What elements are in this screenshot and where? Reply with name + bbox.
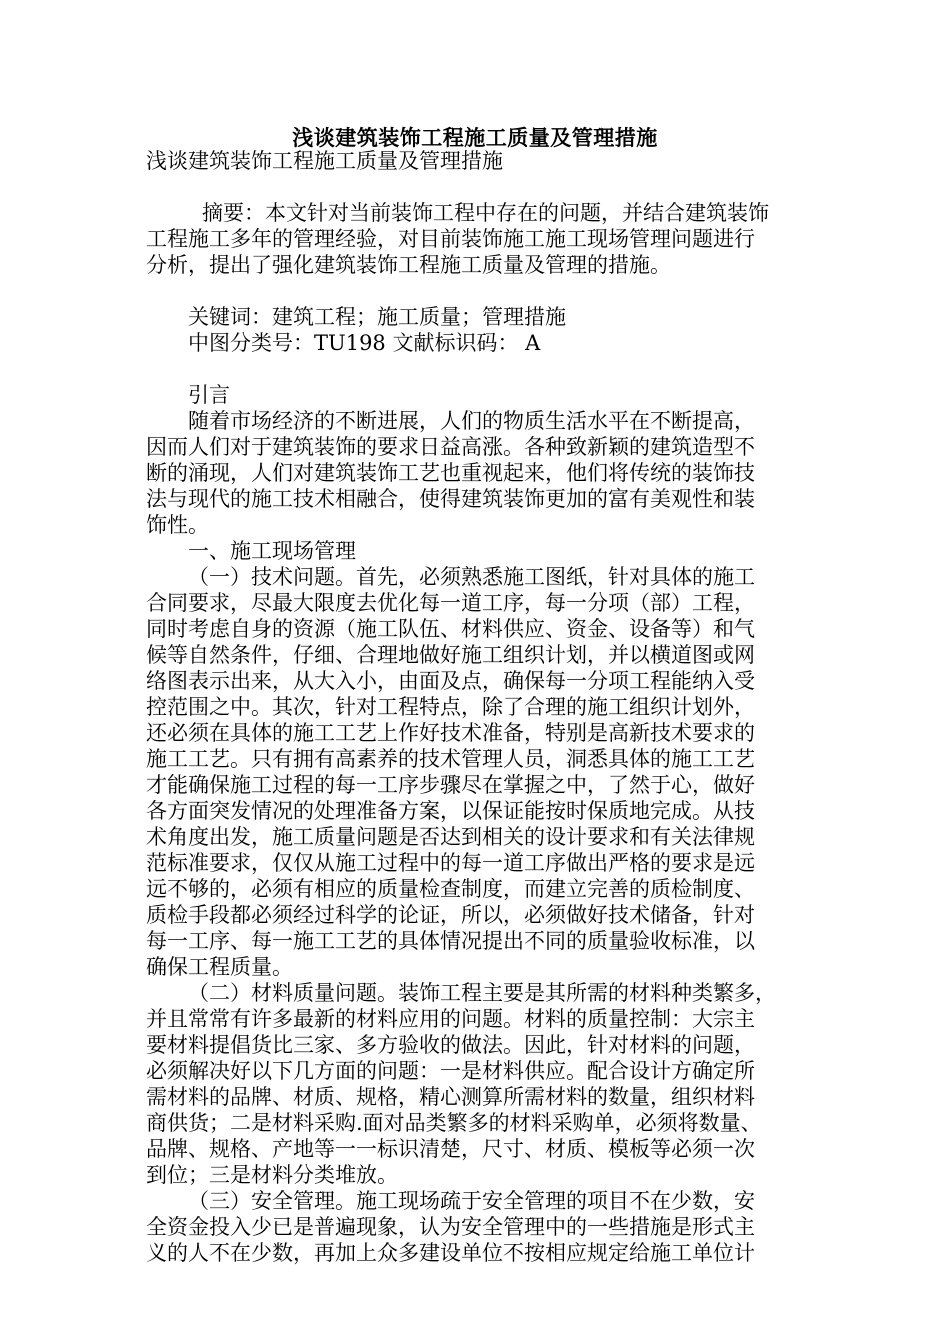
text-line: 断的涌现，人们对建筑装饰工艺也重视起来，他们将传统的装饰技 [146, 461, 755, 485]
text-line: （三）安全管理。施工现场疏于安全管理的项目不在少数，安 [188, 1189, 755, 1213]
blank-line [146, 278, 806, 304]
text-line: （二）材料质量问题。装饰工程主要是其所需的材料种类繁多， [188, 981, 776, 1005]
text-line: 才能确保施工过程的每一工序步骤尽在掌握之中，了然于心，做好 [146, 773, 755, 797]
text-line: 要材料提倡货比三家、多方验收的做法。因此，针对材料的问题， [146, 1033, 755, 1057]
text-line: 摘要：本文针对当前装饰工程中存在的问题，并结合建筑装饰 [202, 201, 769, 225]
text-line: 合同要求，尽最大限度去优化每一道工序，每一分项（部）工程， [146, 591, 755, 615]
text-line: 控范围之中。其次，针对工程特点，除了合理的施工组织计划外， [146, 695, 755, 719]
text-line: 还必须在具体的施工工艺上作好技术准备，特别是高新技术要求的 [146, 721, 755, 745]
text-line: 品牌、规格、产地等一一标识清楚，尺寸、材质、模板等必须一次 [146, 1137, 755, 1161]
blank-line [146, 174, 806, 200]
text-line: 全资金投入少已是普遍现象，认为安全管理中的一些措施是形式主 [146, 1215, 755, 1239]
text-line: 候等自然条件，仔细、合理地做好施工组织计划，并以横道图或网 [146, 643, 755, 667]
text-line: 术角度出发，施工质量问题是否达到相关的设计要求和有关法律规 [146, 825, 755, 849]
text-line: 每一工序、每一施工工艺的具体情况提出不同的质量验收标准，以 [146, 929, 755, 953]
text-line: 确保工程质量。 [146, 955, 293, 979]
text-line: 商供货；二是材料采购.面对品类繁多的材料采购单，必须将数量、 [146, 1111, 762, 1135]
blank-line [146, 356, 806, 382]
text-line: 一、施工现场管理 [188, 539, 356, 563]
text-line: 浅谈建筑装饰工程施工质量及管理措施 [146, 149, 503, 173]
text-line: 义的人不在少数，再加上众多建设单位不按相应规定给施工单位计 [146, 1241, 755, 1265]
text-line: 法与现代的施工技术相融合，使得建筑装饰更加的富有美观性和装 [146, 487, 755, 511]
text-line: 饰性。 [146, 513, 209, 537]
text-line: 分析，提出了强化建筑装饰工程施工质量及管理的措施。 [146, 253, 671, 277]
text-line: （一）技术问题。首先，必须熟悉施工图纸，针对具体的施工 [188, 565, 755, 589]
text-line: 并且常常有许多最新的材料应用的问题。材料的质量控制：大宗主 [146, 1007, 755, 1031]
text-line: 引言 [188, 383, 230, 407]
text-line: 远不够的，必须有相应的质量检查制度，而建立完善的质检制度、 [146, 877, 755, 901]
text-line: 因而人们对于建筑装饰的要求日益高涨。各种致新颖的建筑造型不 [146, 435, 755, 459]
text-line: 关键词：建筑工程；施工质量；管理措施 [188, 305, 566, 329]
text-line: 中图分类号：TU198 文献标识码： A [188, 331, 541, 355]
document-body [146, 148, 806, 1266]
text-line: 范标准要求，仅仅从施工过程中的每一道工序做出严格的要求是远 [146, 851, 755, 875]
text-line: 需材料的品牌、材质、规格，精心测算所需材料的数量，组织材料 [146, 1085, 755, 1109]
document-title: 浅谈建筑装饰工程施工质量及管理措施 [292, 126, 658, 150]
text-line: 各方面突发情况的处理准备方案，以保证能按时保质地完成。从技 [146, 799, 755, 823]
text-line: 到位；三是材料分类堆放。 [146, 1163, 398, 1187]
text-line: 质检手段都必须经过科学的论证，所以，必须做好技术储备，针对 [146, 903, 755, 927]
text-line: 络图表示出来，从大入小，由面及点，确保每一分项工程能纳入受 [146, 669, 755, 693]
text-line: 随着市场经济的不断进展，人们的物质生活水平在不断提高， [188, 409, 755, 433]
text-line: 工程施工多年的管理经验，对目前装饰施工施工现场管理问题进行 [146, 227, 755, 251]
text-line: 必须解决好以下几方面的问题：一是材料供应。配合设计方确定所 [146, 1059, 755, 1083]
text-line: 同时考虑自身的资源（施工队伍、材料供应、资金、设备等）和气 [146, 617, 755, 641]
text-line: 施工工艺。只有拥有高素养的技术管理人员，洞悉具体的施工工艺 [146, 747, 755, 771]
